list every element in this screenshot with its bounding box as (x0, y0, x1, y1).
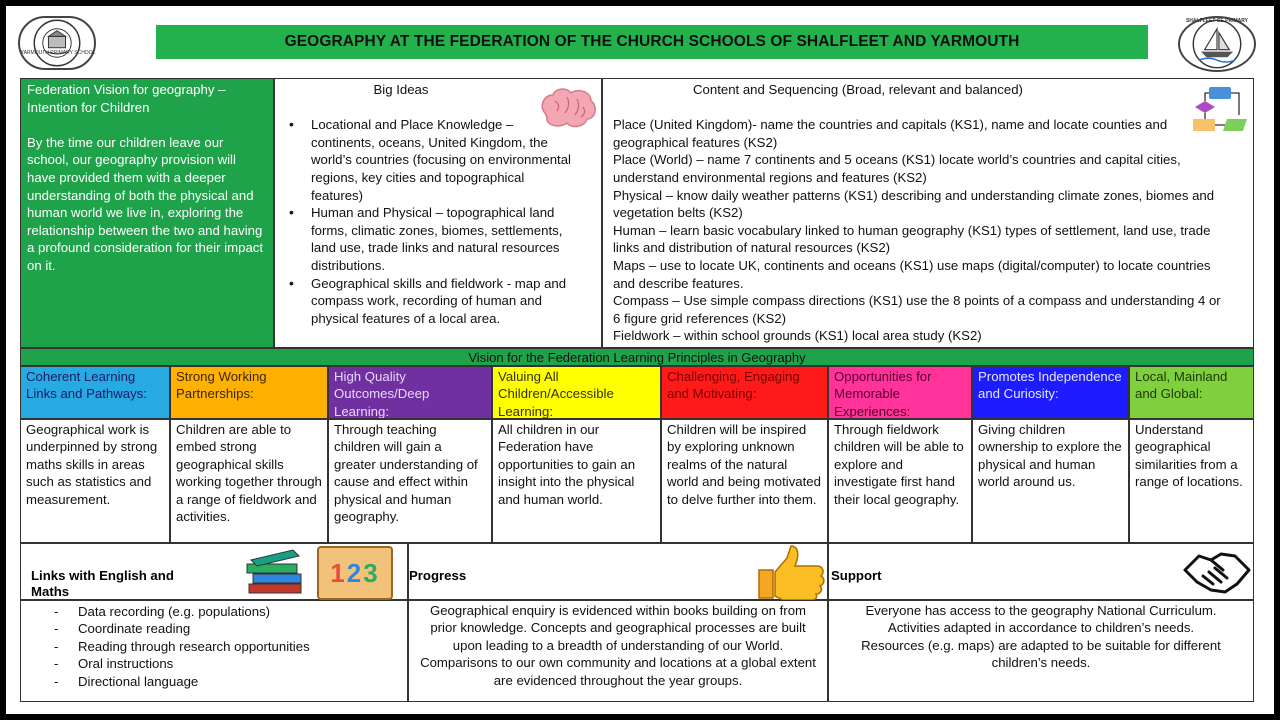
support-line: Activities adapted in accordance to children’s needs. (887, 620, 1195, 636)
principle-heading: Opportunities for Memorable Experiences: (828, 366, 972, 419)
links-heading: Links with English and Maths (31, 568, 174, 599)
support-line: Everyone has access to the geography National Curriculum. (865, 603, 1217, 618)
principle-heading: Coherent Learning Links and Pathways: (20, 366, 170, 419)
handshake-icon (1181, 546, 1253, 598)
content-heading: Content and Sequencing (Broad, relevant and balanced) (693, 82, 1023, 97)
books-icon (243, 548, 307, 598)
vision-body: By the time our children leave our school, our geography provision will have provided them with a deeper understanding of both the physical and human world we live in, exploring the relationship between the two and having a profound consideration for their impact on it. (27, 134, 264, 273)
principle-body: Children are able to embed strong geographical skills working together through a range of fieldwork and activities. (170, 419, 328, 543)
support-body (828, 600, 1254, 702)
links-header (20, 543, 408, 600)
big-idea-item: • Human and Physical – topographical land forms, climatic zones, biomes, settlements, land use, trade links and natural resources distributions. (281, 204, 577, 274)
links-item: - Directional language (49, 673, 407, 690)
federation-vision (20, 78, 274, 348)
content-and-sequencing (602, 78, 1254, 348)
principle-heading: Strong Working Partnerships: (170, 366, 328, 419)
progress-header (408, 543, 828, 600)
content-line: Compass – Use simple compass directions (KS1) use the 8 points of a compass and understanding 4 or 6 figure grid references (KS2) (613, 293, 1221, 326)
big-ideas-list (281, 116, 577, 327)
vision-heading: Federation Vision for geography – Intention for Children (27, 82, 226, 115)
support-line: Resources (e.g. maps) are adapted to be suitable for different children’s needs. (861, 637, 1221, 671)
links-body (20, 600, 408, 702)
links-item: - Reading through research opportunities (49, 638, 407, 655)
yarmouth-school-logo (18, 16, 96, 70)
big-ideas (274, 78, 602, 348)
progress-heading: Progress (409, 568, 467, 583)
thumbs-up-icon (753, 544, 829, 602)
principle-heading: Challenging, Engaging and Motivating: (661, 366, 828, 419)
numbers-icon-text: 123 (330, 557, 380, 588)
progress-line: Geographical enquiry is evidenced within books building on from prior knowledge. Concepts and geographical processes are built upon leading to a breadth of understanding of our World. (429, 603, 807, 653)
left-logo-text: YARMOUTH PRIMARY SCHOOL (20, 50, 96, 56)
principle-body: Through fieldwork children will be able to explore and investigate first hand their local geography. (828, 419, 972, 543)
principle-body: Understand geographical similarities from a range of locations. (1129, 419, 1254, 543)
flowchart-icon (1191, 85, 1249, 135)
content-line: Maps – use to locate UK, continents and oceans (KS1) use maps (digital/computer) to locate countries and describe features. (613, 257, 1211, 291)
numbers-123-icon (317, 546, 393, 600)
principle-heading: Local, Mainland and Global: (1129, 366, 1254, 419)
content-line: Human – learn basic vocabulary linked to human geography (KS1) types of settlement, land use, trade links and distribution of natural resources (KS2) (613, 222, 1211, 256)
principle-body: Through teaching children will gain a greater understanding of cause and effect within physical and human geography. (328, 419, 492, 543)
links-list (21, 601, 407, 690)
page-title: GEOGRAPHY AT THE FEDERATION OF THE CHURCH SCHOOLS OF SHALFLEET AND YARMOUTH (156, 25, 1148, 59)
sailboat-crest-icon (1180, 16, 1254, 72)
big-idea-item: • Locational and Place Knowledge – continents, oceans, United Kingdom, the world’s countries (focusing on environmental regions, key cities and topographical features) (281, 116, 577, 204)
principle-heading: High Quality Outcomes/Deep Learning: (328, 366, 492, 419)
big-ideas-heading: Big Ideas (373, 82, 429, 97)
principle-body: Giving children ownership to explore the physical and human world around us. (972, 419, 1129, 543)
progress-body (408, 600, 828, 702)
principle-heading: Promotes Independence and Curiosity: (972, 366, 1129, 419)
shalfleet-school-logo (1178, 16, 1256, 72)
brain-icon (537, 85, 599, 131)
content-line: Place (World) – name 7 continents and 5 oceans (KS1) locate world’s countries and capital cities, understand environmental regions and features (KS2) (613, 152, 1181, 185)
support-header (828, 543, 1254, 600)
links-item: - Coordinate reading (49, 620, 407, 637)
principle-body: Children will be inspired by exploring unknown realms of the natural world and being motivated to delve further into them. (661, 419, 828, 543)
support-heading: Support (831, 568, 882, 583)
links-item: - Data recording (e.g. populations) (49, 603, 407, 620)
content-line: Physical – know daily weather patterns (KS1) describing and understanding climate zones, biomes and vegetation belts (KS2) (613, 187, 1215, 221)
links-item: - Oral instructions (49, 655, 407, 672)
progress-line: Comparisons to our own community and locations at a global extent are evidenced throughout the year groups. (420, 655, 816, 688)
right-logo-text: SHALFLEET CE PRIMARY (1185, 18, 1249, 24)
school-crest-icon (20, 16, 94, 70)
principle-body: Geographical work is underpinned by strong maths skills in areas such as statistics and measurement. (20, 419, 170, 543)
big-idea-item: • Geographical skills and fieldwork - map and compass work, recording of human and physical features of a local area. (281, 275, 577, 328)
principle-body: All children in our Federation have opportunities to gain an insight into the physical and human world. (492, 419, 661, 543)
content-line: Place (United Kingdom)- name the countries and capitals (KS1), name and locate counties and geographical features (KS2) (613, 117, 1168, 150)
principle-heading: Valuing All Children/Accessible Learning: (492, 366, 661, 419)
principles-title: Vision for the Federation Learning Principles in Geography (20, 348, 1254, 366)
content-lines (613, 116, 1229, 345)
content-line: Fieldwork – within school grounds (KS1) local area study (KS2) (613, 328, 982, 344)
document-page (6, 6, 1274, 714)
